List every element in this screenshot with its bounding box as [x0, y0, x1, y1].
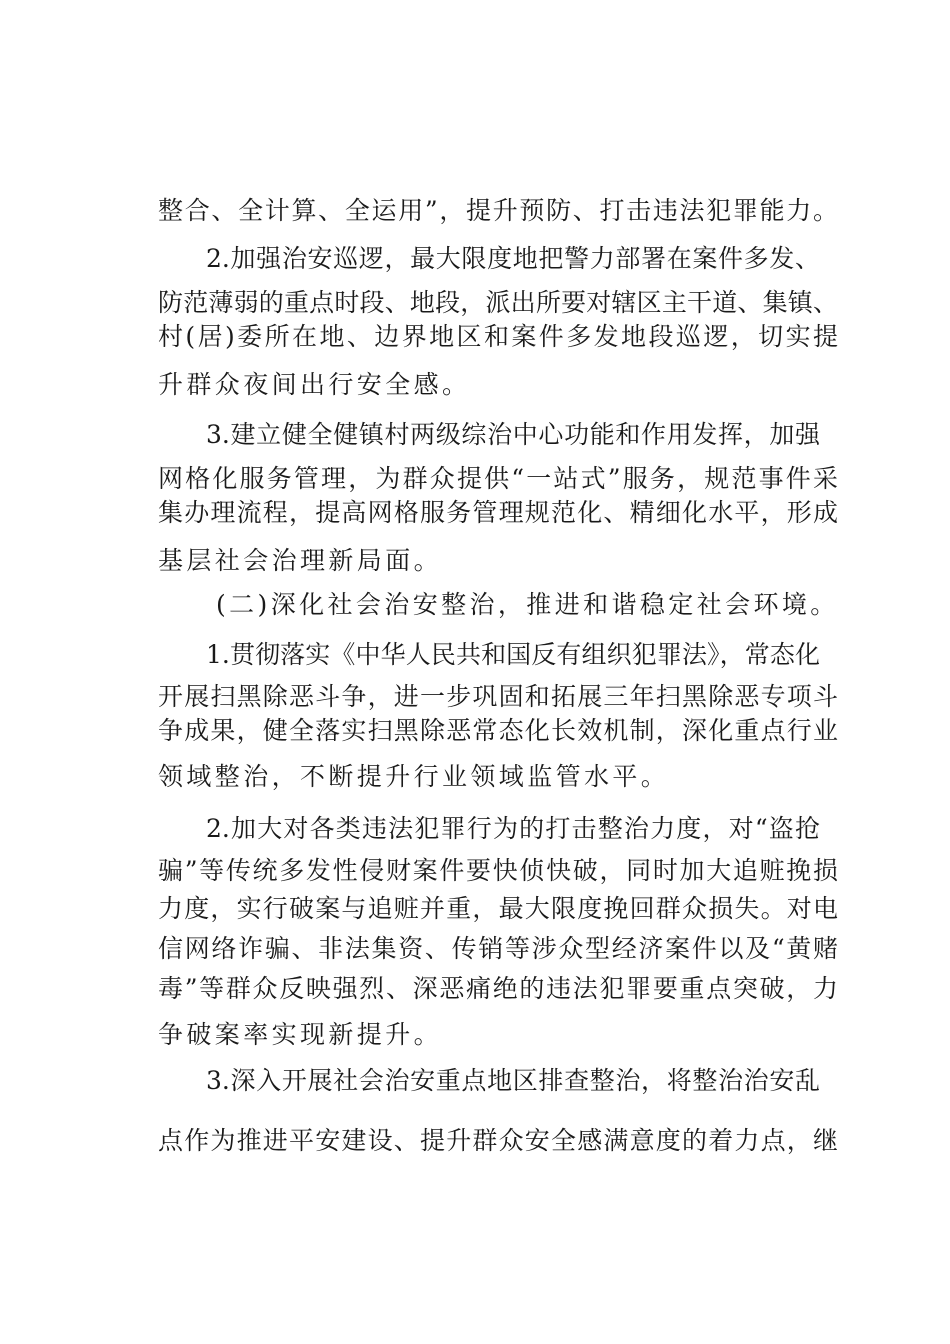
- text-line: 集办理流程，提高网格服务管理规范化、精细化水平，形成: [158, 498, 838, 527]
- text-line: 村(居)委所在地、边界地区和案件多发地段巡逻，切实提: [158, 322, 838, 351]
- text-line: 基层社会治理新局面。: [158, 546, 443, 575]
- text-line: 毒”等群众反映强烈、深恶痛绝的违法犯罪要重点突破，力: [158, 974, 838, 1003]
- text-line: 1.贯彻落实《中华人民共和国反有组织犯罪法》，常态化: [206, 640, 820, 669]
- text-line: 争破案率实现新提升。: [158, 1020, 443, 1049]
- text-line: 信网络诈骗、非法集资、传销等涉众型经济案件以及“黄赌: [158, 934, 838, 963]
- text-line: 2.加强治安巡逻，最大限度地把警力部署在案件多发、: [206, 244, 820, 273]
- text-line: 开展扫黑除恶斗争，进一步巩固和拓展三年扫黑除恶专项斗: [158, 682, 838, 711]
- text-line: 防范薄弱的重点时段、地段，派出所要对辖区主干道、集镇、: [158, 288, 838, 317]
- text-line: 3.建立健全健镇村两级综治中心功能和作用发挥，加强: [206, 420, 820, 449]
- text-line: 网格化服务管理，为群众提供“一站式”服务，规范事件采: [158, 464, 838, 493]
- text-line: 点作为推进平安建设、提升群众安全感满意度的着力点，继: [158, 1126, 838, 1155]
- text-line: 升群众夜间出行安全感。: [158, 370, 471, 399]
- text-line: 力度，实行破案与追赃并重，最大限度挽回群众损失。对电: [158, 894, 838, 923]
- text-line: 领域整治，不断提升行业领域监管水平。: [158, 762, 670, 791]
- text-line: 争成果，健全落实扫黑除恶常态化长效机制，深化重点行业: [158, 716, 838, 745]
- text-line: 3.深入开展社会治安重点地区排查整治，将整治治安乱: [206, 1066, 820, 1095]
- text-line: 整合、全计算、全运用”，提升预防、打击违法犯罪能力。: [158, 196, 838, 225]
- text-line: 骗”等传统多发性侵财案件要快侦快破，同时加大追赃挽损: [158, 856, 838, 885]
- text-line: 2.加大对各类违法犯罪行为的打击整治力度，对“盗抢: [206, 814, 820, 843]
- section-heading: (二)深化社会治安整治，推进和谐稳定社会环境。: [216, 590, 839, 619]
